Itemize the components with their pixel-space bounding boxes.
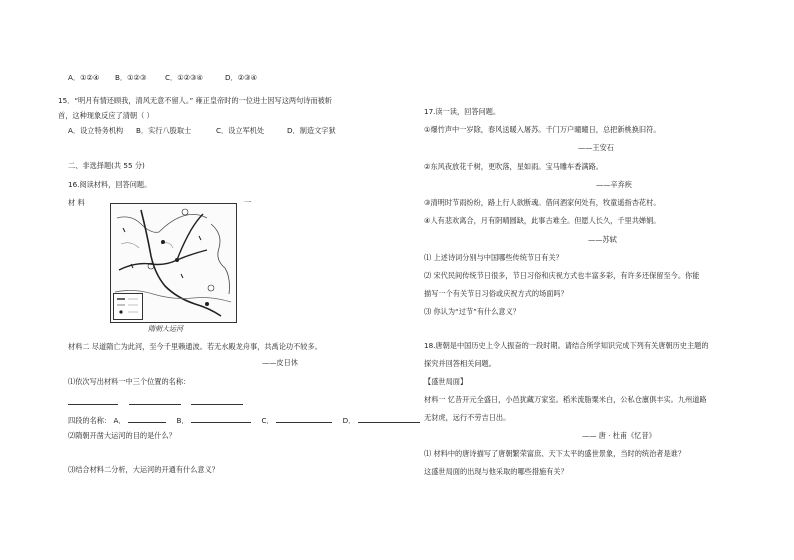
q18-sub1: ⑴ 材料中的唐诗描写了唐朝繁荣富庶、天下太平的盛世景象，当时的统治者是谁？ xyxy=(424,449,686,458)
q18-material-1-line1: 材料一 忆昔开元全盛日，小邑犹藏万家室。稻米流脂粟米白，公私仓廪俱丰实。九州道路 xyxy=(424,395,707,404)
q14-option-b: B．①②③ xyxy=(115,73,147,82)
material-1-label: 材 料 xyxy=(68,198,85,207)
poem-2-author: ——辛弃疾 xyxy=(596,180,632,189)
q18-sub1-cont: 这盛世局面的出现与他采取的哪些措施有关？ xyxy=(424,467,568,476)
poem-4-author: ——苏轼 xyxy=(588,235,617,244)
material-2: 材料二 尽道隋亡为此河，至今千里赖通波。若无水殿龙舟事，共禹论功不较多。 xyxy=(68,342,322,351)
answer-blank[interactable] xyxy=(191,397,243,405)
q15-option-c: C．设立军机处 xyxy=(216,126,265,135)
q17-sub3: ⑶ 你认为“过节”有什么意义？ xyxy=(424,307,520,316)
poem-2: ②东风夜放花千树，更吹落，星如雨。宝马雕车香满路。 xyxy=(424,162,603,171)
blank-label-d: D． xyxy=(342,416,356,425)
material-1-dash: 一 xyxy=(244,198,252,207)
q16-sub1-blanks xyxy=(68,397,243,407)
q18-line1: 18.唐朝是中国历史上令人振奋的一段时期。请结合所学知识完成下列有关唐朝历史主题的 xyxy=(424,341,709,350)
q14-option-a: A．①②④ xyxy=(68,73,100,82)
section-prosperity-title: 【盛世局面】 xyxy=(424,377,468,386)
q18-material-1-line2: 无豺虎，远行不劳吉日出。 xyxy=(424,413,511,422)
poem-4: ④人有悲欢离合，月有阴晴圆缺，此事古难全。但愿人长久，千里共婵娟。 xyxy=(424,216,661,225)
q16-sub1-rivers xyxy=(68,415,420,425)
answer-blank[interactable] xyxy=(68,397,118,405)
blank-label-b: B． xyxy=(176,416,189,425)
q15-option-d: D．制造文字狱 xyxy=(287,126,336,135)
section-2-title: 二、非选择题(共 55 分) xyxy=(68,161,145,170)
poem-3: ③清明时节雨纷纷，路上行人欲断魂。借问酒家何处有，牧童遥指杏花村。 xyxy=(424,198,661,207)
q17-stem: 17.读一读，回答问题。 xyxy=(424,107,501,116)
material-2-author: ——皮日休 xyxy=(262,358,298,367)
q16-sub2: ⑵隋朝开凿大运河的目的是什么？ xyxy=(68,431,176,440)
poem-1: ①爆竹声中一岁除，春风送暖入屠苏。千门万户曈曈日，总把新桃换旧符。 xyxy=(424,125,661,134)
q14-option-c: C．①②③④ xyxy=(165,73,203,82)
legend-drawing xyxy=(114,294,142,319)
q15-line2: 首，这种现象反应了清朝（ ） xyxy=(58,111,154,120)
q15-option-b: B．实行八股取士 xyxy=(136,126,192,135)
poem-1-author: ——王安石 xyxy=(578,143,614,152)
map-caption: 隋朝大运河 xyxy=(148,325,183,333)
q18-line2: 探究并回答相关问题。 xyxy=(424,359,496,368)
q16-sub1: ⑴依次写出材料一中三个位置的名称： xyxy=(68,377,191,386)
answer-blank[interactable] xyxy=(129,397,181,405)
q17-sub2-line1: ⑵ 宋代民间传统节日很多，节日习俗和庆祝方式也丰富多彩，有许多还保留至今。你能 xyxy=(424,271,700,280)
answer-blank-d[interactable] xyxy=(358,415,420,423)
answer-blank-c[interactable] xyxy=(276,415,332,423)
q14-option-d: D．②③④ xyxy=(225,73,258,82)
q16-stem: 16.阅读材料，回答问题。 xyxy=(68,180,152,189)
q17-sub1: ⑴ 上述诗词分别与中国哪些传统节日有关？ xyxy=(424,253,563,262)
blank-label-c: C． xyxy=(261,416,274,425)
answer-blank-b[interactable] xyxy=(191,415,251,423)
map-legend xyxy=(113,293,143,320)
q16-sub3: ⑶结合材料二分析，大运河的开通有什么意义？ xyxy=(68,465,219,474)
q15-option-a: A．设立特务机构 xyxy=(68,126,124,135)
answer-blank-a[interactable] xyxy=(128,415,166,423)
q17-sub2-line2: 描写一个有关节日习俗或庆祝方式的场面吗？ xyxy=(424,289,568,298)
blank-label-a: A． xyxy=(113,416,126,425)
rivers-label: 四段的名称： xyxy=(68,416,112,425)
q18-material-1-author: —— 唐 · 杜甫《忆昔》 xyxy=(582,431,656,440)
q15-line1: 15．“明月有情还顾我，清风无意不留人。” 雍正皇帝时的一位进士因写这两句诗而被斩 xyxy=(58,96,333,105)
